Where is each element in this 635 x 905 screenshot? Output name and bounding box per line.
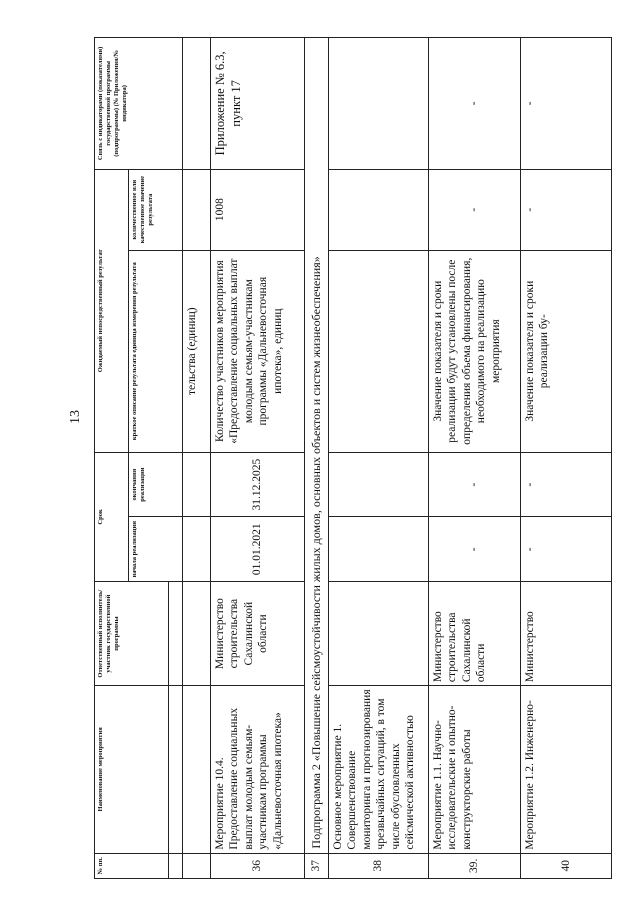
cell-number: 38 <box>329 853 429 878</box>
cell-responsible: Министерство строительства Сахалинской области <box>211 582 305 686</box>
table-row-continued <box>183 38 211 879</box>
cell-activity-name: Мероприятие 1.2. Инженерно- <box>521 686 612 854</box>
cell-number: 40 <box>521 853 612 878</box>
header-end: окончания реализации <box>129 452 183 517</box>
cell-number: 36 <box>211 853 305 878</box>
cell-activity-name: Основное мероприятие 1. Совершенствование мониторинга и прогнозирования чрезвычайных ситуаций, в том числе обусловленных сейсмической активностью <box>329 686 429 854</box>
cell-desc: Значение показателя и сроки реализации будут установлены после определения объема финансирования, необходимого на реализацию мероприятия <box>429 250 521 452</box>
cell-desc: тельства (единиц) <box>183 250 211 452</box>
cell-desc: Количество участников мероприятия «Предоставление социальных выплат молодым семьям-участникам программы «Дальневосточная ипотека», единиц <box>211 250 305 452</box>
program-activities-table <box>94 37 612 879</box>
header-number: № пп. <box>95 853 169 878</box>
cell-number: 39. <box>429 853 521 878</box>
header-term: Срок <box>95 452 129 581</box>
cell-indicator-link: - <box>521 38 612 170</box>
header-indicator-link: Связь с индикаторами (показателями) государственной программы (подпрограммы) (№ Приложения/№ индикатора) <box>95 38 183 170</box>
cell-activity-name: Мероприятие 10.4. Предоставление социальных выплат молодым семьям-участникам программы «Дальневосточная ипотека» <box>211 686 305 854</box>
cell-responsible: Министерство <box>521 582 612 686</box>
header-result-description: краткое описание результата единица измерения результата <box>129 250 183 452</box>
cell-value: - <box>521 169 612 250</box>
cell-indicator-link: Приложение № 6.3, пункт 17 <box>211 38 305 170</box>
cell-start: - <box>521 517 612 582</box>
table-row-40 <box>521 38 612 879</box>
cell-activity-name: Мероприятие 1.1. Научно-исследовательские и опытно-конструкторские работы <box>429 686 521 854</box>
cell-number: 37 <box>305 853 329 878</box>
header-activity-name: Наименование мероприятия <box>95 686 169 854</box>
header-start: начала реализации <box>129 517 183 582</box>
header-expected-result: Ожидаемый непосредственный результат <box>95 169 129 452</box>
table-row-36 <box>211 38 305 879</box>
cell-indicator-link: - <box>429 38 521 170</box>
cell-end: - <box>521 452 612 517</box>
header-result-value: количественное или качественное значение результата <box>129 169 183 250</box>
cell-end: - <box>429 452 521 517</box>
cell-responsible: Министерство строительства Сахалинской области <box>429 582 521 686</box>
table-row-37 <box>305 38 329 879</box>
header-responsible: Ответственный исполнитель/участник государственной программы <box>95 582 169 686</box>
cell-start: - <box>429 517 521 582</box>
cell-start: 01.01.2021 <box>211 517 305 582</box>
page-number: 13 <box>68 410 83 424</box>
table-row-39 <box>429 38 521 879</box>
rotated-table-frame <box>94 37 612 879</box>
cell-desc: Значение показателя и сроки реализации бу- <box>521 250 612 452</box>
cell-end: 31.12.2025 <box>211 452 305 517</box>
cell-value: 1008 <box>211 169 305 250</box>
subprogram-heading: Подпрограмма 2 «Повышение сейсмоустойчивости жилых домов, основных объектов и систем жизнеобеспечения» <box>305 38 329 854</box>
cell-value: - <box>429 169 521 250</box>
table-row-38 <box>329 38 429 879</box>
